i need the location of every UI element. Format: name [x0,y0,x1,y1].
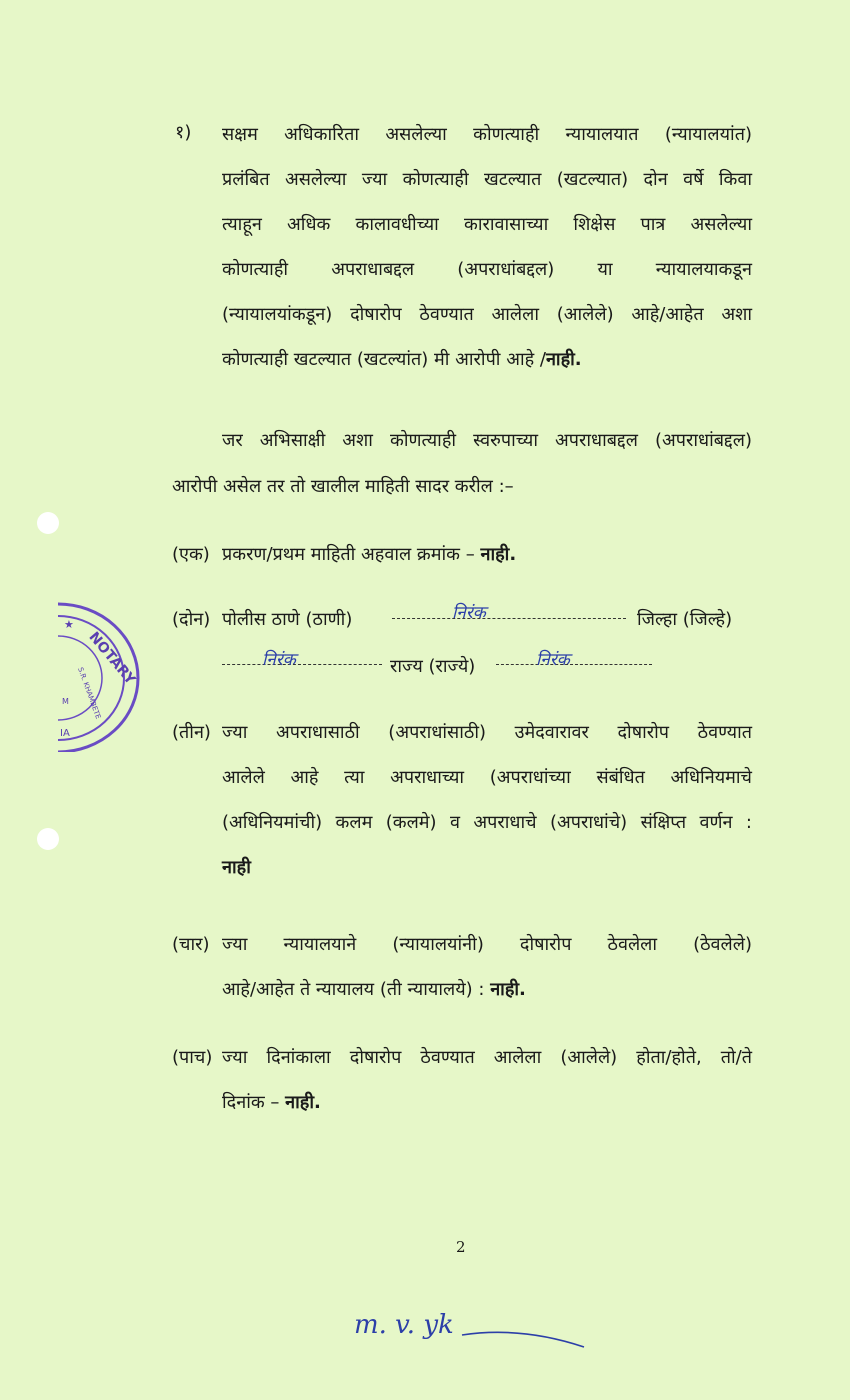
item-ek-text [222,542,516,566]
svg-text:★: ★ [64,618,74,631]
punch-hole-top [37,512,59,534]
item-ek-question: प्रकरण/प्रथम माहिती अहवाल क्रमांक – [222,544,475,565]
signature [352,1295,592,1355]
intro-line1-text: जर अभिसाक्षी अशा कोणत्याही स्वरुपाच्या अपराधाबद्दल (अपराधांबद्दल) [222,430,752,451]
para1-last-line: कोणत्याही खटल्यात (खटल्यांत) मी आरोपी आहे / [222,349,546,370]
notary-stamp [58,602,142,752]
svg-text:M: M [62,697,69,706]
item-pach-line1: ज्या दिनांकाला दोषारोप ठेवण्यात आलेला (आलेले) होता/होते, तो/ते [222,1047,752,1068]
handwritten-police-station: निरंक [452,603,486,623]
svg-text:S.R. KHAMBETE: S.R. KHAMBETE [76,666,103,721]
handwritten-state: निरंक [536,650,570,670]
item-pach-answer: नाही. [285,1092,321,1113]
state-blank [496,650,652,665]
item-char-text [222,922,752,1012]
intro-line-2 [172,464,752,509]
item-don-label: (दोन) [172,609,211,630]
district-label: जिल्हा (जिल्हे) [637,609,733,630]
item-teen-line: आलेले आहे त्या अपराधाच्या (अपराधांच्या संबंधित अधिनियमाचे [222,767,752,788]
item-teen-line: (अधिनियमांची) कलम (कलमे) व अपराधाचे (अपराधांचे) संक्षिप्त वर्णन : [222,812,752,833]
item-ek-label: (एक) [172,544,210,565]
item-char-answer: नाही. [490,979,526,1000]
handwritten-district: निरंक [262,650,296,670]
police-station-blank [392,604,626,619]
item-pach-text [222,1035,752,1125]
intro-line2-text: आरोपी असेल तर तो खालील माहिती सादर करील :– [172,476,514,497]
signature-text: m. v. yk [354,1310,454,1340]
para1-number: १) [175,122,192,143]
svg-text:IA: IA [60,728,70,739]
item-pach-label: (पाच) [172,1047,213,1068]
para1-text [222,112,752,382]
item-teen-label: (तीन) [172,722,211,743]
para1-line: (न्यायालयांकडून) दोषारोप ठेवण्यात आलेला (आलेले) आहे/आहेत अशा [222,304,752,325]
item-teen-text [222,710,752,890]
item-teen-answer: नाही [222,857,251,878]
item-teen-line: ज्या अपराधासाठी (अपराधांसाठी) उमेदवारावर दोषारोप ठेवण्यात [222,722,752,743]
para1-line: प्रलंबित असलेल्या ज्या कोणत्याही खटल्यात (खटल्यात) दोन वर्षे किवा [222,169,752,190]
item-char-line1: ज्या न्यायालयाने (न्यायालयांनी) दोषारोप ठेवलेला (ठेवलेले) [222,934,752,955]
page-number: 2 [456,1238,466,1256]
para1-answer: नाही. [545,349,582,370]
state-label: राज्य (राज्ये) [390,656,476,677]
punch-hole-bottom [37,828,59,850]
intro-line-1 [222,418,752,463]
police-station-label: पोलीस ठाणे (ठाणी) [222,609,353,630]
para1-line: त्याहून अधिक कालावधीच्या कारावासाच्या शिक्षेस पात्र असलेल्या [222,214,752,235]
para1-line: सक्षम अधिकारिता असलेल्या कोणत्याही न्यायालयात (न्यायालयांत) [222,124,752,145]
item-char-line2: आहे/आहेत ते न्यायालय (ती न्यायालये) : [222,979,485,1000]
para1-line: कोणत्याही अपराधाबद्दल (अपराधांबद्दल) या न्यायालयाकडून [222,259,752,280]
item-pach-line2: दिनांक – [222,1092,280,1113]
item-char-label: (चार) [172,934,210,955]
item-ek-answer: नाही. [480,544,517,565]
district-blank [222,650,382,665]
stamp-text: NOTARY [85,629,139,688]
